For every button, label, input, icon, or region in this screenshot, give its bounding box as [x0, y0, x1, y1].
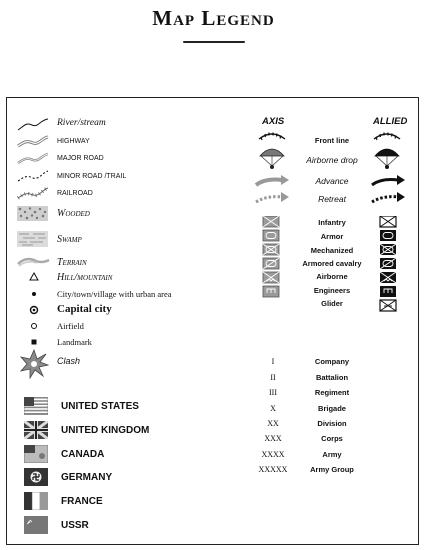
allied-retreat-icon: [370, 191, 406, 205]
unit-type-mechanized: Mechanized: [310, 246, 354, 255]
unit-type-armor: Armor: [320, 232, 344, 241]
unit-size-symbol: III: [269, 388, 277, 397]
legend-river-label: River/stream: [57, 118, 106, 128]
allied-unit-symbols: [379, 216, 397, 312]
axis-unit-symbols: [262, 216, 280, 312]
legend-city-label: City/town/village with urban area: [57, 289, 172, 299]
legend-terrain-label: Terrain: [57, 257, 87, 268]
unit-type-engineers: Engineers: [313, 286, 351, 295]
axis-armored-cavalry-icon: [263, 258, 279, 269]
ussr-flag-icon: [24, 516, 48, 534]
unit-size-symbol: XXXXX: [258, 465, 288, 474]
unit-size-label: Company: [314, 357, 350, 366]
allied-front-line-icon: [372, 129, 402, 141]
retreat-label: Retreat: [318, 194, 346, 204]
capital-city-icon: [29, 305, 39, 315]
country-label-ussr: USSR: [61, 520, 89, 531]
unit-size-label: Corps: [321, 434, 343, 443]
swamp-icon: [17, 231, 48, 247]
title-divider: [183, 41, 245, 43]
legend-wooded-label: Wooded: [57, 208, 90, 219]
front-line-label: Front line: [314, 136, 350, 145]
axis-airborne-drop-icon: [258, 146, 286, 170]
unit-size-label: Battalion: [315, 373, 349, 382]
france-flag-icon: [24, 492, 48, 510]
airborne-drop-label: Airborne drop: [306, 155, 358, 165]
legend-swamp-label: Swamp: [57, 234, 82, 245]
unit-size-label: Regiment: [314, 388, 350, 397]
germany-flag-icon: [24, 468, 48, 486]
country-label-united-states: UNITED STATES: [61, 401, 139, 412]
unit-size-symbol: I: [271, 357, 275, 366]
allied-header: ALLIED: [373, 116, 408, 127]
legend-clash-label: Clash: [57, 356, 81, 366]
country-label-canada: CANADA: [61, 449, 105, 460]
unit-size-symbol: XXX: [264, 434, 282, 443]
legend-railroad-label: RAILROAD: [57, 190, 93, 197]
us-flag-icon: [24, 397, 48, 415]
allied-glider-icon: [380, 300, 396, 311]
major-road-icon: [16, 151, 50, 167]
unit-size-label: Brigade: [318, 404, 346, 413]
wooded-icon: [17, 206, 48, 221]
legend-hill-label: Hill/mountain: [57, 272, 113, 283]
landmark-icon: [30, 338, 38, 346]
river-icon: [16, 116, 50, 134]
unit-size-symbol: XX: [267, 419, 279, 428]
country-label-united-kingdom: UNITED KINGDOM: [61, 425, 150, 436]
axis-engineers-icon: [263, 286, 279, 297]
unit-type-glider: Glider: [321, 299, 343, 308]
allied-advance-icon: [370, 174, 406, 188]
axis-mechanized-icon: [263, 244, 279, 255]
axis-advance-icon: [254, 174, 290, 188]
axis-infantry-icon: [263, 216, 279, 227]
unit-size-label: Army Group: [310, 465, 354, 474]
canada-flag-icon: [24, 445, 48, 463]
allied-engineers-icon: [380, 286, 396, 297]
unit-size-symbol: II: [270, 373, 276, 382]
advance-label: Advance: [315, 176, 349, 186]
axis-airborne-icon: [263, 272, 279, 283]
unit-size-symbol: XXXX: [261, 450, 285, 459]
airfield-icon: [30, 322, 38, 330]
allied-airborne-drop-icon: [373, 146, 401, 170]
legend-major-road-label: MAJOR ROAD: [57, 155, 104, 162]
allied-armored-cavalry-icon: [380, 258, 396, 269]
allied-airborne-icon: [380, 272, 396, 283]
minor-road-icon: [16, 168, 50, 184]
legend-minor-road-label: MINOR ROAD /TRAIL: [57, 173, 127, 180]
axis-retreat-icon: [254, 191, 290, 205]
unit-size-label: Army: [322, 450, 342, 459]
axis-header: AXIS: [262, 116, 285, 127]
legend-landmark-label: Landmark: [57, 337, 92, 347]
city-icon: [30, 290, 38, 298]
allied-mechanized-icon: [380, 244, 396, 255]
clash-icon: [19, 349, 49, 379]
uk-flag-icon: [24, 421, 48, 439]
legend-airfield-label: Airfield: [57, 321, 84, 331]
legend-capital-label: Capital city: [57, 303, 112, 315]
country-label-germany: GERMANY: [61, 472, 113, 483]
page-title: Map Legend: [152, 6, 275, 30]
hill-icon: [29, 272, 39, 281]
unit-size-symbol: X: [270, 404, 276, 413]
highway-icon: [16, 134, 50, 150]
terrain-icon: [16, 254, 50, 268]
allied-infantry-icon: [380, 216, 396, 227]
allied-armor-icon: [380, 230, 396, 241]
legend-highway-label: HIGHWAY: [57, 138, 90, 145]
axis-armor-icon: [263, 230, 279, 241]
axis-front-line-icon: [257, 129, 287, 141]
unit-type-armored-cavalry: Armored cavalry: [302, 259, 362, 268]
unit-size-label: Division: [317, 419, 347, 428]
unit-type-infantry: Infantry: [318, 218, 346, 227]
railroad-icon: [16, 185, 50, 201]
unit-type-airborne: Airborne: [316, 272, 348, 281]
country-label-france: FRANCE: [61, 496, 103, 507]
